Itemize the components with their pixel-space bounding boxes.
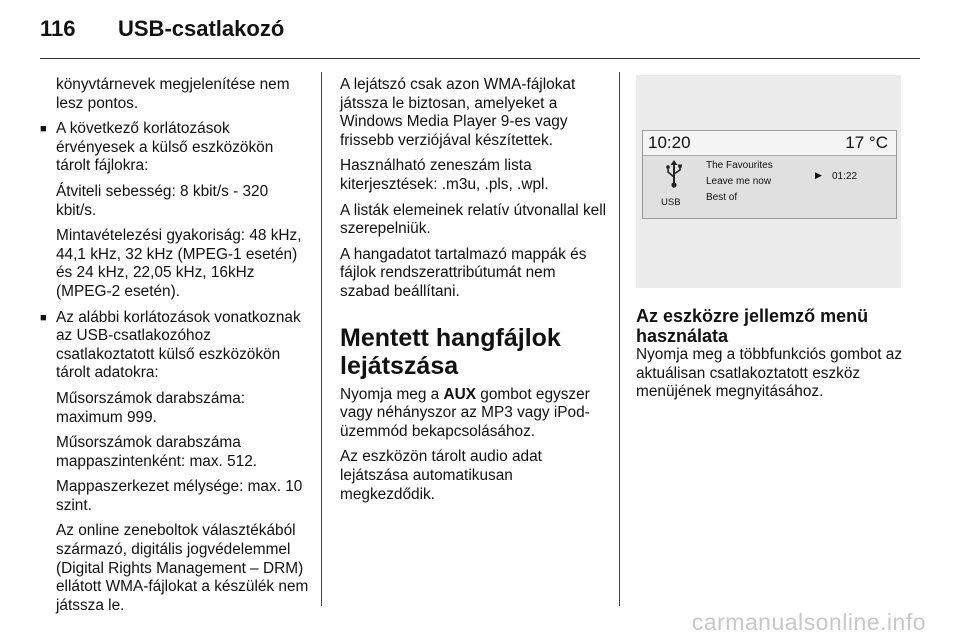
paragraph-device-menu: Nyomja meg a többfunkciós gombot az aktuálisan csatlakoztatott eszköz menüjének megnyitásához.: [636, 346, 903, 401]
display-list-item: The Favourites: [706, 160, 773, 171]
display-status-bar: [643, 131, 896, 156]
usb-icon: [664, 160, 684, 188]
display-list-item: Best of: [706, 192, 738, 203]
column-3: [636, 306, 906, 409]
paragraph-track-count: Műsorszámok darabszáma: maximum 999.: [56, 389, 246, 426]
column-2: [340, 76, 608, 511]
page-header: [40, 16, 284, 42]
paragraph-wma: A lejátszó csak azon WMA-fájlokat játssza le biztosan, amelyeket a Windows Media Player 9-es vagy frissebb verziójával készítettek.: [340, 76, 576, 149]
paragraph-tracks-per-folder: Műsorszámok darabszáma mappaszintenként: max. 512.: [56, 434, 258, 470]
display-illustration: [636, 75, 901, 288]
display-screen: [642, 130, 897, 219]
display-elapsed-time: 01:22: [832, 171, 858, 182]
aux-button-label: AUX: [443, 385, 476, 403]
page-number: 116: [40, 16, 76, 41]
bullet-device-limits: ■ Az alábbi korlátozások vonatkoznak az USB-csatlakozóhoz csatlakoztatott külső eszközökön tárolt adatokra:: [40, 309, 310, 383]
paragraph-relative-path: A listák elemeinek relatív útvonallal kell szerepelniük.: [340, 201, 607, 238]
bullet-file-limits: ■ A következő korlátozások érvényesek a külső eszközökön tárolt fájlokra:: [40, 120, 310, 176]
header-rule: [40, 58, 920, 59]
paragraph-continued: könyvtárnevek megjelenítése nem lesz pontos.: [56, 76, 290, 112]
watermark: carmanualsonline.info: [691, 609, 926, 635]
paragraph-aux: [340, 386, 608, 442]
paragraph-folder-depth: Mappaszerkezet mélysége: max. 10 szint.: [56, 478, 303, 514]
display-source-label: USB: [661, 197, 681, 208]
display-list-item: Leave me now: [706, 176, 772, 187]
column-1: [40, 76, 310, 622]
display-body: [643, 156, 896, 218]
aux-post: gombot egyszer vagy néhányszor az MP3 vagy iPod-üzemmód bekapcsolásához.: [340, 385, 590, 440]
aux-pre: Nyomja meg a: [340, 385, 444, 403]
paragraph-system-attr: A hangadatot tartalmazó mappák és fájlok rendszerattribútumát nem szabad beállítani.: [340, 245, 587, 300]
section-heading-device-menu: Az eszközre jellemző menü használata: [636, 306, 869, 346]
display-temperature: 17 °C: [845, 133, 888, 152]
paragraph-playlist-ext: Használható zeneszám lista kiterjesztések: .m3u, .pls, .wpl.: [340, 157, 549, 193]
paragraph-drm: Az online zeneboltok választékából származó, digitális jogvédelemmel (Digital Rights Management – DRM) ellátott WMA-fájlokat a készülék nem játssza le.: [56, 522, 309, 614]
paragraph-bitrate: Átviteli sebesség: 8 kbit/s - 320 kbit/s.: [56, 182, 269, 219]
column-divider-1: [321, 72, 322, 606]
section-heading-playback: Mentett hangfájlok lejátszása: [340, 323, 561, 380]
paragraph-autoplay: Az eszközön tárolt audio adat lejátszása automatikusan megkezdődik.: [340, 448, 542, 503]
column-divider-2: [619, 72, 620, 606]
display-time: 10:20: [648, 133, 691, 152]
play-icon: ▶: [815, 170, 822, 180]
page-title: USB-csatlakozó: [118, 16, 285, 41]
paragraph-sample-rate: Mintavételezési gyakoriság: 48 kHz, 44,1 kHz, 32 kHz (MPEG-1 esetén) és 24 kHz, 22,05 kHz, 16kHz (MPEG-2 esetén).: [56, 227, 302, 300]
